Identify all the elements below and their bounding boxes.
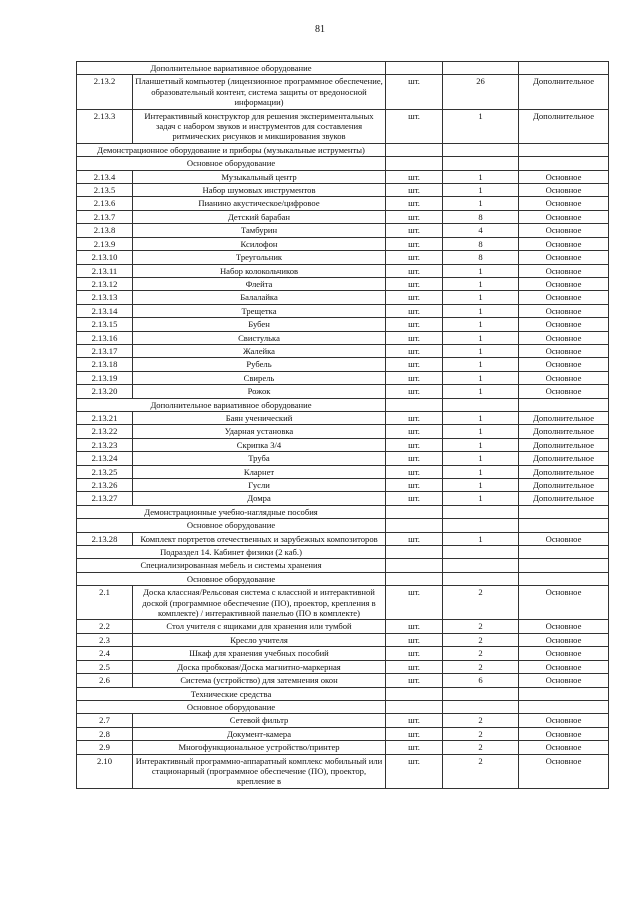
cell-empty-unit	[386, 559, 443, 572]
table-row	[77, 170, 609, 183]
cell-unit: шт.	[386, 277, 443, 290]
cell-number: 2.13.13	[77, 291, 133, 304]
section-title: Дополнительное вариативное оборудование	[77, 398, 386, 411]
table-row	[77, 438, 609, 451]
cell-unit: шт.	[386, 754, 443, 788]
cell-quantity: 6	[443, 674, 519, 687]
cell-quantity: 26	[443, 75, 519, 109]
cell-number: 2.13.25	[77, 465, 133, 478]
cell-type: Основное	[519, 727, 609, 740]
cell-number: 2.13.4	[77, 170, 133, 183]
cell-type: Основное	[519, 647, 609, 660]
cell-number: 2.6	[77, 674, 133, 687]
cell-number: 2.13.8	[77, 224, 133, 237]
cell-number: 2.13.7	[77, 210, 133, 223]
cell-unit: шт.	[386, 714, 443, 727]
cell-unit: шт.	[386, 479, 443, 492]
cell-quantity: 2	[443, 586, 519, 620]
cell-name: Интерактивный конструктор для решения экспериментальных задач с набором звуков и инструментов для составления ритмических рисунков и микширования звуков	[133, 109, 386, 143]
cell-empty-qty	[443, 143, 519, 156]
cell-unit: шт.	[386, 237, 443, 250]
cell-name: Скрипка 3/4	[133, 438, 386, 451]
cell-number: 2.13.3	[77, 109, 133, 143]
cell-number: 2.13.17	[77, 344, 133, 357]
cell-number: 2.13.26	[77, 479, 133, 492]
cell-quantity: 2	[443, 660, 519, 673]
cell-empty-qty	[443, 505, 519, 518]
table-row	[77, 75, 609, 109]
cell-number: 2.5	[77, 660, 133, 673]
cell-empty-qty	[443, 700, 519, 713]
cell-type: Основное	[519, 318, 609, 331]
cell-number: 2.13.16	[77, 331, 133, 344]
section-row	[77, 143, 609, 156]
cell-type: Основное	[519, 532, 609, 545]
table-row	[77, 344, 609, 357]
cell-name: Трещетка	[133, 304, 386, 317]
table-row	[77, 318, 609, 331]
table-row	[77, 224, 609, 237]
cell-quantity: 1	[443, 492, 519, 505]
cell-quantity: 1	[443, 425, 519, 438]
table-row	[77, 492, 609, 505]
table-row	[77, 532, 609, 545]
table-row	[77, 331, 609, 344]
cell-empty-kind	[519, 546, 609, 559]
cell-quantity: 1	[443, 344, 519, 357]
cell-empty-unit	[386, 700, 443, 713]
cell-type: Основное	[519, 633, 609, 646]
cell-unit: шт.	[386, 371, 443, 384]
cell-number: 2.13.12	[77, 277, 133, 290]
cell-quantity: 1	[443, 197, 519, 210]
cell-name: Стол учителя с ящиками для хранения или тумбой	[133, 620, 386, 633]
cell-type: Основное	[519, 277, 609, 290]
cell-type: Основное	[519, 586, 609, 620]
cell-unit: шт.	[386, 197, 443, 210]
cell-quantity: 1	[443, 304, 519, 317]
cell-unit: шт.	[386, 184, 443, 197]
cell-name: Набор колокольчиков	[133, 264, 386, 277]
cell-type: Основное	[519, 197, 609, 210]
cell-empty-kind	[519, 505, 609, 518]
section-title: Технические средства	[77, 687, 386, 700]
cell-number: 2.13.6	[77, 197, 133, 210]
cell-quantity: 1	[443, 264, 519, 277]
cell-quantity: 1	[443, 318, 519, 331]
table-row	[77, 754, 609, 788]
cell-unit: шт.	[386, 586, 443, 620]
cell-name: Комплект портретов отечественных и зарубежных композиторов	[133, 532, 386, 545]
cell-quantity: 2	[443, 727, 519, 740]
cell-number: 2.1	[77, 586, 133, 620]
cell-quantity: 1	[443, 109, 519, 143]
cell-unit: шт.	[386, 727, 443, 740]
cell-type: Дополнительное	[519, 465, 609, 478]
cell-quantity: 1	[443, 170, 519, 183]
cell-type: Основное	[519, 184, 609, 197]
cell-type: Основное	[519, 170, 609, 183]
cell-name: Пианино акустическое/цифровое	[133, 197, 386, 210]
cell-type: Основное	[519, 251, 609, 264]
cell-number: 2.13.22	[77, 425, 133, 438]
cell-number: 2.10	[77, 754, 133, 788]
cell-name: Свирель	[133, 371, 386, 384]
cell-unit: шт.	[386, 358, 443, 371]
cell-unit: шт.	[386, 251, 443, 264]
cell-quantity: 1	[443, 465, 519, 478]
cell-number: 2.13.5	[77, 184, 133, 197]
section-title: Специализированная мебель и системы хранения	[77, 559, 386, 572]
cell-quantity: 2	[443, 620, 519, 633]
table-row	[77, 741, 609, 754]
cell-type: Основное	[519, 674, 609, 687]
cell-quantity: 1	[443, 452, 519, 465]
table-row	[77, 210, 609, 223]
cell-unit: шт.	[386, 647, 443, 660]
cell-quantity: 8	[443, 210, 519, 223]
page-number: 81	[315, 24, 325, 35]
equipment-table	[76, 61, 609, 789]
cell-name: Документ-камера	[133, 727, 386, 740]
cell-type: Основное	[519, 741, 609, 754]
cell-name: Баян ученический	[133, 411, 386, 424]
cell-name: Доска классная/Рельсовая система с классной и интерактивной доской (программное обеспечение (ПО), проектор, крепления в комплекте) / интерактивной панелью (ПО в комплекте)	[133, 586, 386, 620]
cell-quantity: 2	[443, 633, 519, 646]
table-row	[77, 714, 609, 727]
cell-unit: шт.	[386, 318, 443, 331]
section-row	[77, 572, 609, 585]
cell-empty-qty	[443, 157, 519, 170]
cell-name: Свистулька	[133, 331, 386, 344]
cell-quantity: 1	[443, 184, 519, 197]
cell-number: 2.2	[77, 620, 133, 633]
cell-quantity: 1	[443, 385, 519, 398]
cell-type: Дополнительное	[519, 411, 609, 424]
cell-name: Шкаф для хранения учебных пособий	[133, 647, 386, 660]
cell-name: Тамбурин	[133, 224, 386, 237]
cell-empty-unit	[386, 546, 443, 559]
cell-unit: шт.	[386, 224, 443, 237]
cell-name: Балалайка	[133, 291, 386, 304]
table-row	[77, 586, 609, 620]
cell-name: Детский барабан	[133, 210, 386, 223]
cell-name: Музыкальный центр	[133, 170, 386, 183]
cell-name: Кларнет	[133, 465, 386, 478]
cell-type: Основное	[519, 754, 609, 788]
table-row	[77, 291, 609, 304]
table-row	[77, 371, 609, 384]
cell-empty-qty	[443, 546, 519, 559]
cell-type: Дополнительное	[519, 479, 609, 492]
table-row	[77, 184, 609, 197]
cell-empty-unit	[386, 157, 443, 170]
cell-name: Доска пробковая/Доска магнитно-маркерная	[133, 660, 386, 673]
section-row	[77, 398, 609, 411]
cell-empty-kind	[519, 559, 609, 572]
cell-empty-unit	[386, 62, 443, 75]
cell-unit: шт.	[386, 170, 443, 183]
table-row	[77, 264, 609, 277]
cell-name: Ударная установка	[133, 425, 386, 438]
cell-number: 2.13.11	[77, 264, 133, 277]
cell-unit: шт.	[386, 741, 443, 754]
cell-type: Основное	[519, 620, 609, 633]
table-row	[77, 647, 609, 660]
cell-unit: шт.	[386, 210, 443, 223]
cell-name: Бубен	[133, 318, 386, 331]
cell-quantity: 1	[443, 411, 519, 424]
cell-name: Рубель	[133, 358, 386, 371]
section-title: Демонстрационные учебно-наглядные пособия	[77, 505, 386, 518]
cell-type: Дополнительное	[519, 75, 609, 109]
table-row	[77, 452, 609, 465]
cell-number: 2.13.15	[77, 318, 133, 331]
cell-number: 2.13.10	[77, 251, 133, 264]
section-row	[77, 157, 609, 170]
cell-name: Сетевой фильтр	[133, 714, 386, 727]
cell-number: 2.13.19	[77, 371, 133, 384]
cell-quantity: 2	[443, 714, 519, 727]
cell-quantity: 1	[443, 277, 519, 290]
table-row	[77, 660, 609, 673]
cell-unit: шт.	[386, 674, 443, 687]
cell-quantity: 4	[443, 224, 519, 237]
cell-name: Система (устройство) для затемнения окон	[133, 674, 386, 687]
table-row	[77, 620, 609, 633]
cell-unit: шт.	[386, 291, 443, 304]
cell-unit: шт.	[386, 331, 443, 344]
cell-empty-qty	[443, 572, 519, 585]
cell-unit: шт.	[386, 304, 443, 317]
cell-name: Гусли	[133, 479, 386, 492]
section-title: Демонстрационное оборудование и приборы (музыкальные иструменты)	[77, 143, 386, 156]
cell-type: Основное	[519, 331, 609, 344]
section-title: Основное оборудование	[77, 519, 386, 532]
cell-type: Дополнительное	[519, 109, 609, 143]
cell-quantity: 1	[443, 291, 519, 304]
cell-empty-kind	[519, 398, 609, 411]
section-title: Основное оборудование	[77, 700, 386, 713]
cell-number: 2.13.23	[77, 438, 133, 451]
cell-type: Дополнительное	[519, 492, 609, 505]
cell-quantity: 1	[443, 532, 519, 545]
section-row	[77, 687, 609, 700]
table-row	[77, 479, 609, 492]
table-row	[77, 425, 609, 438]
table-row	[77, 237, 609, 250]
section-row	[77, 505, 609, 518]
cell-empty-unit	[386, 398, 443, 411]
cell-name: Рожок	[133, 385, 386, 398]
cell-quantity: 2	[443, 647, 519, 660]
cell-empty-qty	[443, 687, 519, 700]
section-row	[77, 519, 609, 532]
cell-quantity: 8	[443, 237, 519, 250]
cell-name: Треугольник	[133, 251, 386, 264]
cell-quantity: 2	[443, 741, 519, 754]
cell-quantity: 1	[443, 371, 519, 384]
cell-number: 2.8	[77, 727, 133, 740]
cell-empty-kind	[519, 143, 609, 156]
cell-empty-kind	[519, 157, 609, 170]
table-row	[77, 358, 609, 371]
cell-empty-kind	[519, 572, 609, 585]
table-row	[77, 277, 609, 290]
cell-number: 2.7	[77, 714, 133, 727]
cell-name: Кресло учителя	[133, 633, 386, 646]
cell-quantity: 1	[443, 438, 519, 451]
cell-empty-qty	[443, 398, 519, 411]
cell-unit: шт.	[386, 452, 443, 465]
table-row	[77, 197, 609, 210]
cell-number: 2.13.2	[77, 75, 133, 109]
table-row	[77, 727, 609, 740]
cell-empty-qty	[443, 559, 519, 572]
cell-type: Дополнительное	[519, 452, 609, 465]
cell-quantity: 2	[443, 754, 519, 788]
cell-empty-kind	[519, 519, 609, 532]
cell-quantity: 1	[443, 479, 519, 492]
cell-number: 2.13.14	[77, 304, 133, 317]
section-row	[77, 700, 609, 713]
cell-unit: шт.	[386, 385, 443, 398]
cell-name: Домра	[133, 492, 386, 505]
cell-type: Основное	[519, 358, 609, 371]
cell-name: Жалейка	[133, 344, 386, 357]
cell-type: Основное	[519, 660, 609, 673]
cell-unit: шт.	[386, 438, 443, 451]
cell-number: 2.9	[77, 741, 133, 754]
cell-empty-qty	[443, 519, 519, 532]
cell-unit: шт.	[386, 492, 443, 505]
cell-unit: шт.	[386, 633, 443, 646]
cell-name: Труба	[133, 452, 386, 465]
cell-name: Ксилофон	[133, 237, 386, 250]
cell-quantity: 1	[443, 358, 519, 371]
cell-unit: шт.	[386, 620, 443, 633]
cell-number: 2.13.27	[77, 492, 133, 505]
table-row	[77, 674, 609, 687]
cell-empty-unit	[386, 687, 443, 700]
cell-empty-unit	[386, 519, 443, 532]
cell-type: Основное	[519, 237, 609, 250]
cell-number: 2.3	[77, 633, 133, 646]
table-row	[77, 304, 609, 317]
cell-number: 2.4	[77, 647, 133, 660]
cell-empty-unit	[386, 143, 443, 156]
cell-unit: шт.	[386, 532, 443, 545]
cell-unit: шт.	[386, 660, 443, 673]
cell-quantity: 8	[443, 251, 519, 264]
cell-type: Основное	[519, 224, 609, 237]
cell-type: Дополнительное	[519, 438, 609, 451]
section-row	[77, 559, 609, 572]
cell-empty-qty	[443, 62, 519, 75]
table-row	[77, 465, 609, 478]
cell-name: Интерактивный программно-аппаратный комплекс мобильный или стационарный (программное обеспечение (ПО), проектор, крепление в	[133, 754, 386, 788]
section-title: Подраздел 14. Кабинет физики (2 каб.)	[77, 546, 386, 559]
cell-number: 2.13.28	[77, 532, 133, 545]
cell-quantity: 1	[443, 331, 519, 344]
cell-unit: шт.	[386, 425, 443, 438]
cell-number: 2.13.18	[77, 358, 133, 371]
cell-unit: шт.	[386, 344, 443, 357]
cell-type: Основное	[519, 210, 609, 223]
section-row	[77, 62, 609, 75]
cell-unit: шт.	[386, 75, 443, 109]
cell-unit: шт.	[386, 109, 443, 143]
table-row	[77, 385, 609, 398]
cell-empty-unit	[386, 505, 443, 518]
table-row	[77, 411, 609, 424]
cell-number: 2.13.20	[77, 385, 133, 398]
cell-empty-kind	[519, 687, 609, 700]
section-title: Основное оборудование	[77, 572, 386, 585]
cell-name: Многофункциональное устройство/принтер	[133, 741, 386, 754]
cell-type: Основное	[519, 714, 609, 727]
table-row	[77, 633, 609, 646]
table-row	[77, 109, 609, 143]
cell-unit: шт.	[386, 411, 443, 424]
cell-number: 2.13.9	[77, 237, 133, 250]
cell-name: Флейта	[133, 277, 386, 290]
cell-type: Основное	[519, 304, 609, 317]
cell-empty-kind	[519, 700, 609, 713]
cell-empty-unit	[386, 572, 443, 585]
section-row	[77, 546, 609, 559]
cell-type: Основное	[519, 264, 609, 277]
table-row	[77, 251, 609, 264]
cell-type: Основное	[519, 291, 609, 304]
section-title: Основное оборудование	[77, 157, 386, 170]
cell-name: Планшетный компьютер (лицензионное программное обеспечение, образовательный контент, система защиты от вредоносной информации)	[133, 75, 386, 109]
cell-type: Основное	[519, 344, 609, 357]
cell-type: Основное	[519, 371, 609, 384]
cell-number: 2.13.21	[77, 411, 133, 424]
section-title: Дополнительное вариативное оборудование	[77, 62, 386, 75]
cell-name: Набор шумовых инструментов	[133, 184, 386, 197]
cell-type: Дополнительное	[519, 425, 609, 438]
cell-type: Основное	[519, 385, 609, 398]
cell-number: 2.13.24	[77, 452, 133, 465]
cell-unit: шт.	[386, 465, 443, 478]
cell-unit: шт.	[386, 264, 443, 277]
cell-empty-kind	[519, 62, 609, 75]
